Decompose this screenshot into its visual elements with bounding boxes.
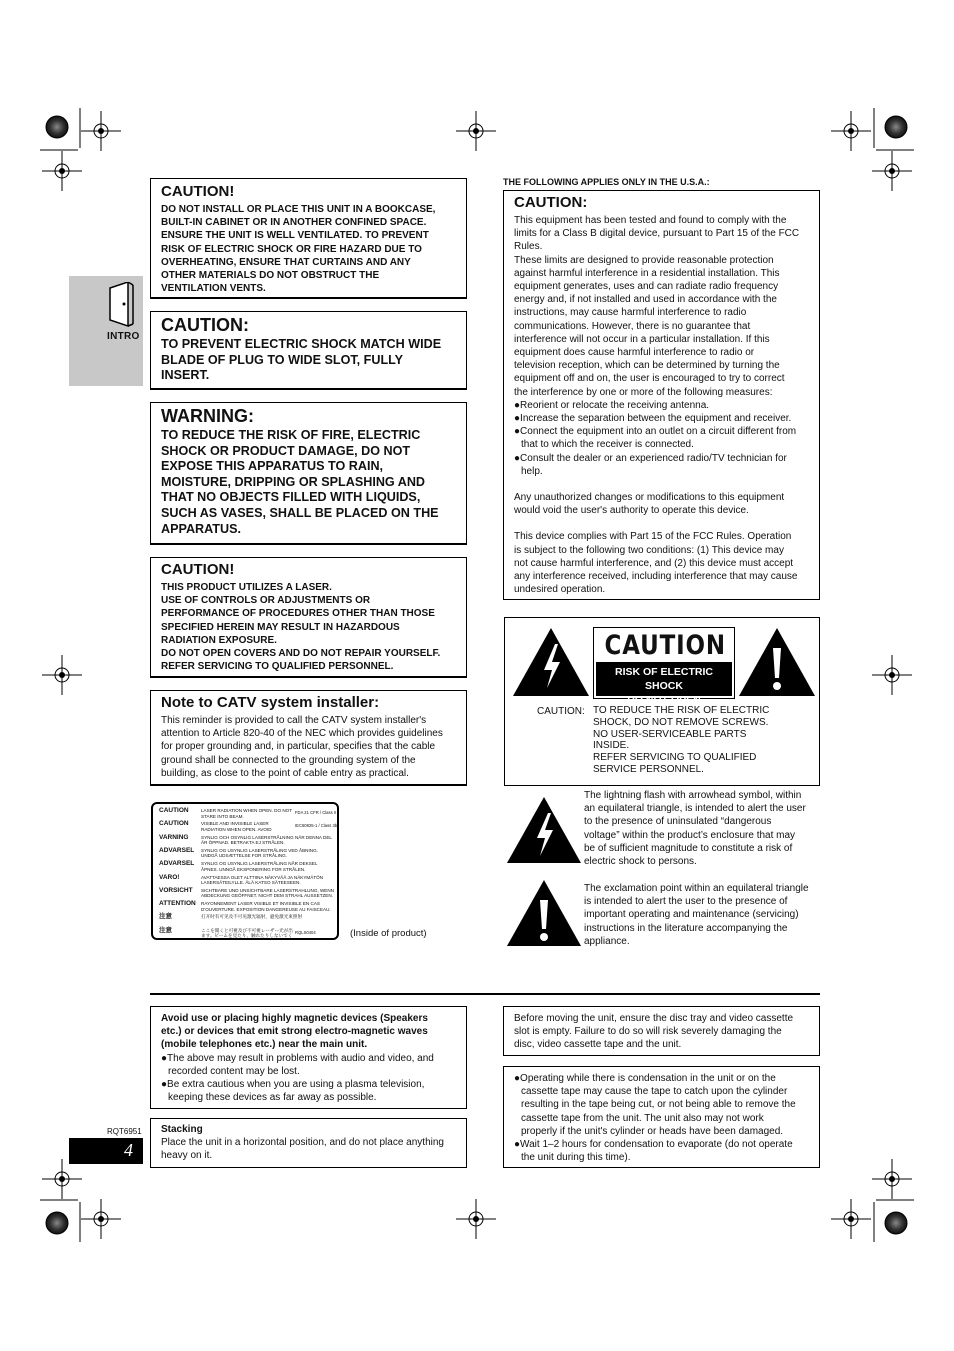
laser-label-key: CAUTION (159, 807, 189, 814)
magnetic-devices-box (150, 1006, 467, 1109)
exclamation-triangle-icon (505, 878, 583, 948)
shock-caution-label: CAUTION: (537, 706, 585, 717)
exclamation-explanation: The exclamation point within an equilateral triangle is intended to alert the user to the presence of important operating and maintenance (servicing) instructions in the literature accompanying the appliance. (584, 883, 809, 947)
condensation-list (514, 1072, 809, 1164)
caution-sign-sub1: RISK OF ELECTRIC SHOCK (614, 666, 713, 692)
laser-label-standard: RQLS0404 (295, 929, 316, 935)
document-code: RQT6951 (107, 1127, 142, 1136)
warning-box (150, 402, 467, 545)
laser-label-key: ATTENTION (159, 900, 196, 908)
warning-title: WARNING: (161, 406, 254, 426)
laser-label-key: 注意 (159, 926, 172, 934)
stacking-text: Place the unit in a horizontal position, and do not place anything heavy on it. (161, 1137, 444, 1162)
laser-label-text: AVATTAESSA OLET ALTTIINA NÄKYVÄÄ JA NÄKYMÄTÖN LASERSÄTEILYLLE. ÄLÄ KATSO SÄTEESEEN. (201, 874, 324, 886)
laser-label-key: VARO! (159, 873, 180, 881)
catv-note-box (150, 690, 467, 786)
shock-caution-panel (504, 617, 820, 786)
section-divider (150, 993, 820, 995)
laser-label-text: SYNLIG OCH OSYNLIG LASERSTRÅLNING NÄR DENNA DEL ÄR ÖPPNAD. BETRAKTA EJ STRÅLEN. (201, 834, 332, 846)
lightning-triangle-icon (511, 626, 591, 698)
laser-label-text: SICHTBARE UND UNSICHTBARE LASERSTRAHLUNG, WENN ABDECKUNG GEÖFFNET. NICHT DEM STRAHL AUSSETZEN. (201, 887, 334, 899)
laser-label-standard: FDA 21 CFR / Class II (295, 810, 337, 815)
laser-label-key: ADVARSEL (159, 860, 195, 868)
caution-sign-title: CAUTION (604, 630, 726, 661)
laser-label-text: SYNLIG OG USYNLIG LASERSTRÅLING VED ÅBNING. UNDGÅ UDSÆTTELSE FOR STRÅLING. (201, 847, 318, 859)
caution-laser-title: CAUTION! (161, 561, 235, 578)
laser-label-key: CAUTION (159, 820, 189, 828)
stacking-title: Stacking (161, 1124, 203, 1135)
door-icon (106, 282, 136, 328)
laser-label-text: ここを開くと可視及び不可視レーザー光が出ます。ビームを見たり、触れたりしないでく (201, 927, 293, 939)
page-number-tab (69, 1138, 143, 1164)
warning-text: TO REDUCE THE RISK OF FIRE, ELECTRIC SHOCK OR PRODUCT DAMAGE, DO NOT EXPOSE THIS APPARATUS TO RAIN, MOISTURE, DRIPPING OR SPLASHING AND THAT NO OBJECTS FILLED WITH LIQUIDS, SUCH AS VASES, SHALL BE PLACED ON THE APPARATUS. (161, 428, 439, 536)
laser-warning-label (151, 802, 339, 940)
caution-sign (593, 627, 735, 706)
caution-ventilation-title: CAUTION! (161, 183, 235, 200)
catv-note-text: This reminder is provided to call the CATV system installer's attention to Article 820-40 of the NEC which provides guidelines for proper grounding and, in particular, specifies that the cable ground shall be connected to the grounding system of the building, as close to the point of cable entry as practical. (161, 715, 443, 779)
fcc-text: This equipment has been tested and found to comply with the limits for a Class B digital device, pursuant to Part 15 of the FCC Rules. These limits are designed to provide reasonable protection against harmful interference in a residential installation. This equipment generates, uses and can radiate radio frequency energy and, if not installed and used in accordance with the instructions, may cause harmful interference to radio communications. However, there is no guarantee that interference will not occur in a particular installation. If this equipment does cause harmful interference to radio or television reception, which can be determined by turning the equipment off and on, the user is encouraged to try to correct the interference by one or more of the following measures: ●Reorient or relocate the receiving antenna. ●Increase the separation between the equipment and receiver. ●Connect the equipment into an outlet on a circuit different from that to which the receiver is connected. ●Consult the dealer or an experienced radio/TV technician for help. Any unauthorized changes or modifications to this equipment would void the user's authority to operate this device. This device complies with Part 15 of the FCC Rules. Operation is subject to the following two conditions: (1) This device may not cause harmful interference, and (2) this device must accept any interference received, including interference that may cause undesired operation. (514, 214, 809, 596)
laser-label-key: 注意 (159, 913, 172, 921)
caution-sign-sub2: DO NOT OPEN (627, 694, 701, 706)
magnetic-devices-heading: Avoid use or placing highly magnetic devices (Speakers etc.) or devices that emit strong electro-magnetic waves (mobile telephones etc.) near the main unit. (161, 1013, 428, 1051)
caution-plug-text: TO PREVENT ELECTRIC SHOCK MATCH WIDE BLADE OF PLUG TO WIDE SLOT, FULLY INSERT. (161, 337, 442, 383)
caution-plug-title: CAUTION: (161, 315, 249, 335)
list-item: ●Operating while there is condensation in the unit or on the cassette tape may cause the tape to catch upon the cylinder resulting in the tape being cut, or not being able to remove the cassette tape from the unit. The unit also may not work properly if the unit's cylinder or heads have been damaged. (514, 1073, 796, 1137)
label-caption: (Inside of product) (350, 928, 427, 939)
moving-unit-box (503, 1006, 820, 1056)
magnetic-devices-list (161, 1052, 456, 1105)
caution-laser-box (150, 557, 467, 678)
laser-label-text: LASER RADIATION WHEN OPEN. DO NOT STARE INTO BEAM. (201, 808, 292, 819)
intro-tab-label: INTRO (107, 331, 140, 342)
caution-laser-text: THIS PRODUCT UTILIZES A LASER. USE OF CONTROLS OR ADJUSTMENTS OR PERFORMANCE OF PROCEDURES OTHER THAN THOSE SPECIFIED HEREIN MAY RESULT IN HAZARDOUS RADIATION EXPOSURE. DO NOT OPEN COVERS AND DO NOT REPAIR YOURSELF. REFER SERVICING TO QUALIFIED PERSONNEL. (161, 582, 441, 673)
fcc-caution-box (503, 190, 820, 600)
laser-label-key: VORSICHT (159, 886, 193, 894)
list-item: ●The above may result in problems with audio and video, and recorded content may be lost. (161, 1052, 434, 1077)
moving-unit-text: Before moving the unit, ensure the disc tray and video cassette slot is empty. Failure to do so will risk severely damaging the disc, video cassette tape and the unit. (514, 1013, 794, 1051)
list-item: ●Consult the dealer or an experienced radio/TV technician for help. (514, 452, 787, 477)
usa-heading: THE FOLLOWING APPLIES ONLY IN THE U.S.A.: (503, 177, 710, 187)
list-item: ●Be extra cautious when you are using a plasma television, keeping these devices as far away as possible. (161, 1079, 425, 1104)
laser-label-standard: IEC60825-1 / Class 3b (295, 823, 337, 829)
laser-label-text: RAYONNEMENT LASER VISIBLE ET INVISIBLE EN CAS D'OUVERTURE. EXPOSITION DANGEREUSE AU FAISCEAU. (201, 901, 331, 912)
list-item: ●Wait 1–2 hours for condensation to evaporate (do not operate the unit during this time). (514, 1139, 793, 1164)
fcc-measures-list (514, 399, 809, 478)
condensation-box (503, 1066, 820, 1168)
exclamation-triangle-icon (737, 626, 817, 698)
intro-tab (69, 276, 143, 386)
shock-caution-text: TO REDUCE THE RISK OF ELECTRIC SHOCK, DO NOT REMOVE SCREWS. NO USER-SERVICEABLE PARTS INSIDE. REFER SERVICING TO QUALIFIED SERVICE PERSONNEL. (593, 705, 770, 775)
laser-label-text: SYNLIG OG USYNLIG LASERSTRÅLING NÅR DEKSEL ÅPNES. UNNGÅ EKSPONERING FOR STRÅLEN. (201, 861, 318, 872)
list-item: ●Increase the separation between the equipment and receiver. (514, 413, 792, 425)
caution-ventilation-text: DO NOT INSTALL OR PLACE THIS UNIT IN A BOOKCASE, BUILT-IN CABINET OR IN ANOTHER CONFINED SPACE. ENSURE THE UNIT IS WELL VENTILATED. TO PREVENT RISK OF ELECTRIC SHOCK OR FIRE HAZARD DUE TO OVERHEATING, ENSURE THAT CURTAINS AND ANY OTHER MATERIALS DO NOT OBSTRUCT THE VENTILATION VENTS. (161, 204, 436, 295)
caution-ventilation-box (150, 178, 467, 299)
page-number: 4 (124, 1140, 133, 1160)
list-item: ●Reorient or relocate the receiving antenna. (514, 399, 710, 411)
lightning-triangle-icon (505, 795, 583, 865)
stacking-box (150, 1118, 467, 1168)
list-item: ●Connect the equipment into an outlet on a circuit different from that to which the receiver is connected. (514, 426, 797, 451)
caution-plug-box (150, 311, 467, 390)
laser-label-key: VARNING (159, 833, 189, 841)
laser-label-text: 打开时有可见及不可见激光辐射，避免激光束照射 (201, 914, 303, 920)
catv-note-title: Note to CATV system installer: (161, 694, 380, 711)
fcc-caution-title: CAUTION: (514, 194, 588, 211)
laser-label-text: VISIBLE AND INVISIBLE LASER RADIATION WHEN OPEN. AVOID (201, 821, 272, 832)
laser-label-key: ADVARSEL (159, 846, 195, 854)
lightning-explanation: The lightning flash with arrowhead symbol, within an equilateral triangle, is intended to alert the user to the presence of uninsulated “dangerous voltage” within the product’s enclosure that may be of sufficient magnitude to constitute a risk of electric shock to persons. (584, 790, 806, 868)
